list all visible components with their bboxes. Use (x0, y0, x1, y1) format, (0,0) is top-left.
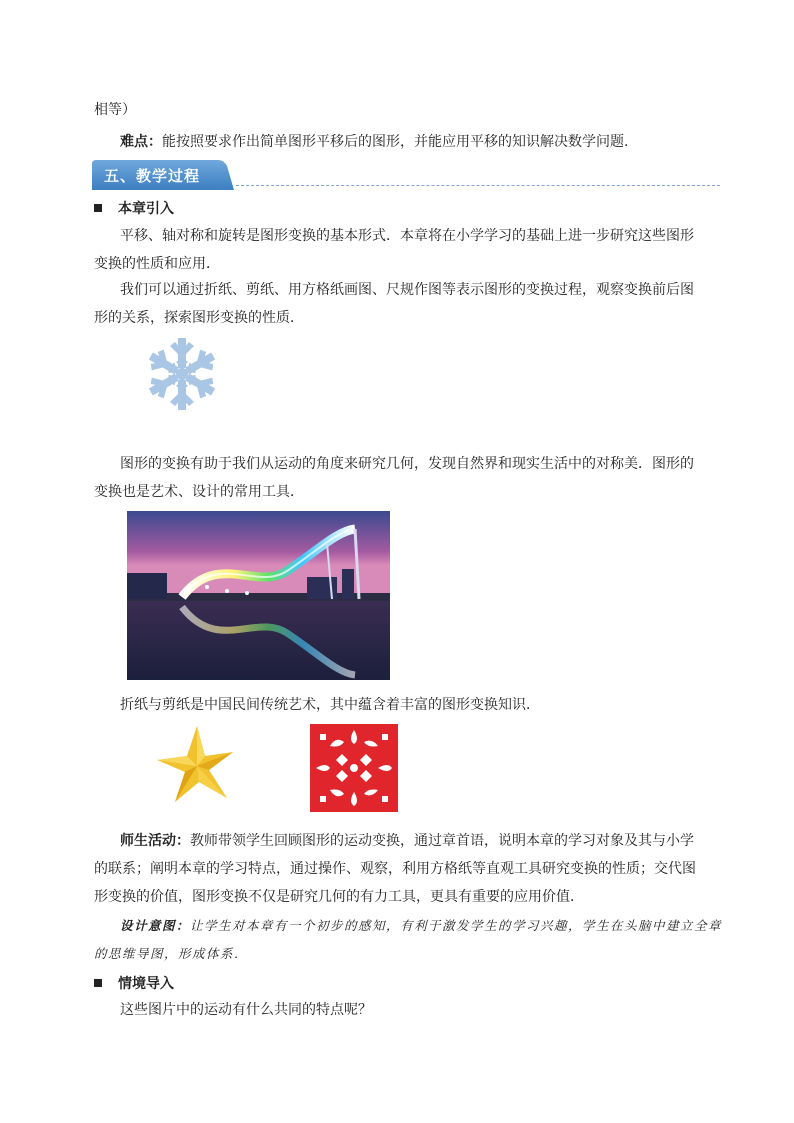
section-title: 五、教学过程 (104, 167, 201, 185)
design-intent-label: 设计意图： (120, 918, 191, 933)
difficulty-paragraph (94, 128, 706, 156)
difficulty-label: 难点： (120, 134, 162, 150)
intro-paragraph-4: 折纸与剪纸是中国民间传统艺术，其中蕴含着丰富的图形变换知识． (120, 697, 540, 713)
snowflake-image (128, 336, 236, 412)
origami-star-image (150, 724, 244, 808)
situation-question: 这些图片中的运动有什么共同的特点呢？ (120, 1002, 372, 1018)
design-intent-text: 让学生对本章有一个初步的感知，有利于激发学生的学习兴趣，学生在头脑中建立全章的思维导图，形成体系． (94, 918, 723, 961)
intro-paragraph-1: 平移、轴对称和旋转是图形变换的基本形式．本章将在小学学习的基础上进一步研究这些图形变换的性质和应用． (94, 228, 694, 272)
section-divider (236, 185, 720, 186)
situation-heading-text: 情境导入 (118, 976, 174, 992)
activity-paragraph (94, 827, 706, 911)
intro-paragraph-2: 我们可以通过折纸、剪纸、用方格纸画图、尺规作图等表示图形的变换过程，观察变换前后图形的关系，探索图形变换的性质． (94, 282, 694, 326)
square-bullet-icon (94, 204, 102, 212)
difficulty-text: 能按照要求作出简单图形平移后的图形，并能应用平移的知识解决数学问题. (162, 134, 629, 150)
paper-cut-image (310, 724, 398, 812)
design-intent-paragraph (94, 912, 724, 968)
ski-jump-night-photo (127, 511, 390, 680)
activity-text: 教师带领学生回顾图形的运动变换，通过章首语，说明本章的学习对象及其与小学的联系；阐明本章的学习特点，通过操作、观察，利用方格纸等直观工具研究变换的性质；交代图形变换的价值，图形变换不仅是研究几何的有力工具，更具有重要的应用价值． (94, 833, 696, 905)
activity-label: 师生活动： (120, 833, 190, 849)
intro-heading-text: 本章引入 (118, 201, 174, 217)
continuation-text: 相等） (94, 102, 136, 118)
intro-heading (94, 199, 174, 219)
intro-paragraph-3: 图形的变换有助于我们从运动的角度来研究几何，发现自然界和现实生活中的对称美．图形的变换也是艺术、设计的常用工具． (94, 456, 694, 500)
square-bullet-icon (94, 979, 102, 987)
situation-heading (94, 974, 174, 994)
